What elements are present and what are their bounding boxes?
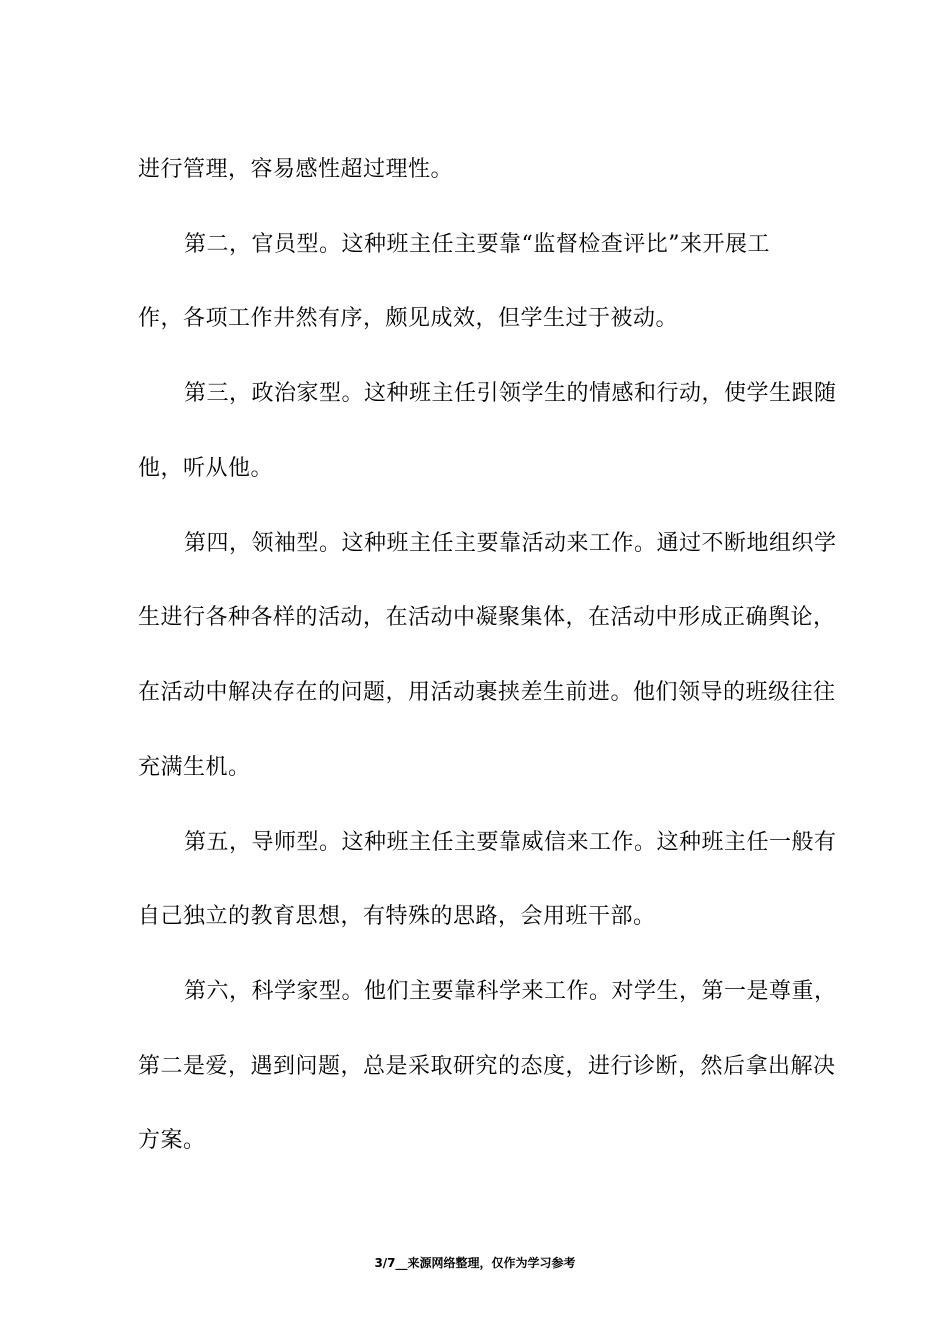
paragraph-4-line-4: 充满生机。: [138, 755, 251, 780]
paragraph-4-line-2: 生进行各种各样的活动，在活动中凝聚集体，在活动中形成正确舆论，: [138, 605, 836, 630]
page-footer: 3/7__来源网络整理，仅作为学习参考: [374, 1256, 576, 1270]
paragraph-6-line-3: 方案。: [138, 1128, 206, 1153]
paragraph-2-line-1: 第二，官员型。这种班主任主要靠“监督检查评比”来开展工: [184, 232, 770, 257]
paragraph-5-line-1: 第五，导师型。这种班主任主要靠威信来工作。这种班主任一般有: [184, 830, 837, 855]
text-line-1: 进行管理，容易感性超过理性。: [138, 157, 454, 182]
paragraph-3-line-2: 他，听从他。: [138, 456, 274, 481]
paragraph-5-line-2: 自己独立的教育思想，有特殊的思路，会用班干部。: [138, 904, 656, 929]
paragraph-6-line-1: 第六，科学家型。他们主要靠科学来工作。对学生，第一是尊重，: [184, 979, 837, 1004]
paragraph-2-line-2: 作，各项工作井然有序，颇见成效，但学生过于被动。: [138, 306, 679, 331]
paragraph-4-line-1: 第四，领袖型。这种班主任主要靠活动来工作。通过不断地组织学: [184, 531, 837, 556]
paragraph-6-line-2: 第二是爱，遇到问题，总是采取研究的态度，进行诊断，然后拿出解决: [138, 1054, 836, 1079]
paragraph-3-line-1: 第三，政治家型。这种班主任引领学生的情感和行动，使学生跟随: [184, 381, 837, 406]
paragraph-4-line-3: 在活动中解决存在的问题，用活动裹挟差生前进。他们领导的班级往往: [138, 680, 836, 705]
